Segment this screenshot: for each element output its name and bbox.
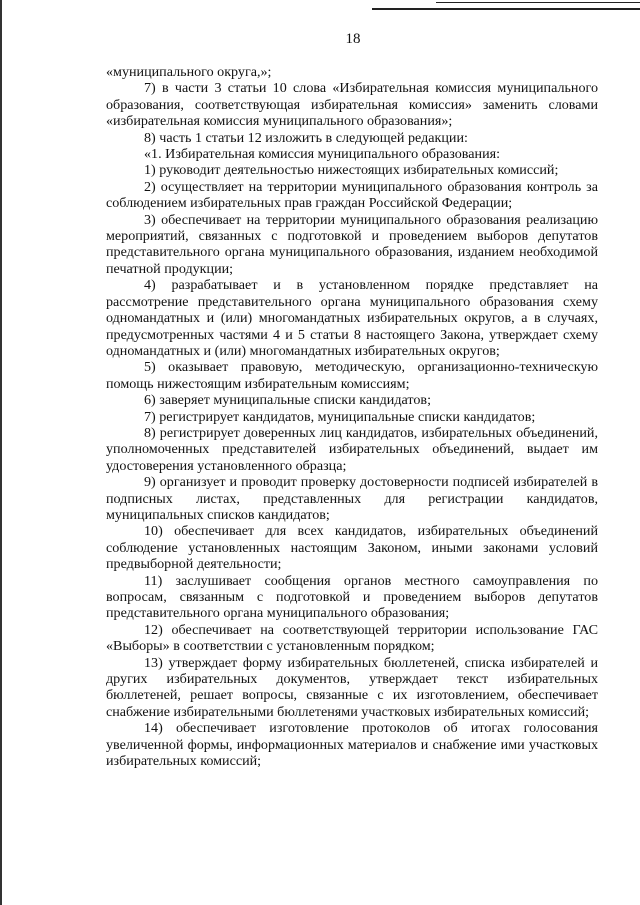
- paragraph: 8) регистрирует доверенных лиц кандидатов, избирательных объединений, уполномоченных представителей избирательных объединений, выдает им удостоверения установленного образца;: [106, 424, 598, 474]
- paragraph: «муниципального округа,»;: [106, 64, 272, 80]
- paragraph: 8) часть 1 статьи 12 изложить в следующей редакции:: [144, 129, 468, 146]
- paragraph: 7) в части 3 статьи 10 слова «Избирательная комиссия муниципального образования, соответствующая избирательная комиссия» заменить словами «избирательная комиссия муниципального образования»;: [106, 80, 598, 130]
- paragraph: 1) руководит деятельностью нижестоящих избирательных комиссий;: [144, 162, 559, 179]
- paragraph: «1. Избирательная комиссия муниципального образования:: [144, 146, 501, 163]
- paragraph: 4) разрабатывает и в установленном порядке представляет на рассмотрение представительного органа муниципального образования схему одномандатных и (или) многомандатных избирательных округов, а в случаях, предусмотренных частями 4 и 5 статьи 8 настоящего Закона, утверждает схему одномандатных и (или) многомандатных избирательных округов;: [106, 277, 598, 359]
- paragraph: 5) оказывает правовую, методическую, организационно-техническую помощь нижестоящим избирательным комиссиям;: [106, 359, 598, 392]
- top-rule: [372, 8, 640, 10]
- document-body: [106, 64, 598, 769]
- paragraph: 3) обеспечивает на территории муниципального образования реализацию мероприятий, связанных с подготовкой и проведением выборов депутатов представительного органа муниципального образования, изданием необходимой печатной продукции;: [106, 211, 598, 277]
- paragraph: 11) заслушивает сообщения органов местного самоуправления по вопросам, связанным с подготовкой и проведением выборов депутатов представительного органа муниципального образования;: [106, 572, 598, 622]
- scan-left-edge: [0, 0, 2, 905]
- top-rule-thin: [436, 2, 640, 3]
- page-number: 18: [345, 31, 361, 47]
- paragraph: 2) осуществляет на территории муниципального образования контроль за соблюдением избирательных прав граждан Российской Федерации;: [106, 178, 598, 212]
- paragraph: 10) обеспечивает для всех кандидатов, избирательных объединений соблюдение установленных настоящим Законом, иными законами условий предвыборной деятельности;: [106, 523, 598, 573]
- paragraph: 7) регистрирует кандидатов, муниципальные списки кандидатов;: [144, 408, 536, 425]
- paragraph: 12) обеспечивает на соответствующей территории использование ГАС «Выборы» в соответствии с установленным порядком;: [106, 621, 598, 655]
- paragraph: 6) заверяет муниципальные списки кандидатов;: [144, 392, 431, 409]
- paragraph: 13) утверждает форму избирательных бюллетеней, списка избирателей и других избирательных документов, утверждает текст избирательных бюллетеней, решает вопросы, связанные с их изготовлением, обеспечивает снабжение избирательными бюллетенями участковых избирательных комиссий;: [106, 654, 598, 720]
- paragraph: 9) организует и проводит проверку достоверности подписей избирателей в подписных листах, представленных для регистрации кандидатов, муниципальных списков кандидатов;: [106, 474, 598, 523]
- paragraph: 14) обеспечивает изготовление протоколов об итогах голосования увеличенной формы, информационных материалов и снабжение ими участковых избирательных комиссий;: [106, 720, 598, 770]
